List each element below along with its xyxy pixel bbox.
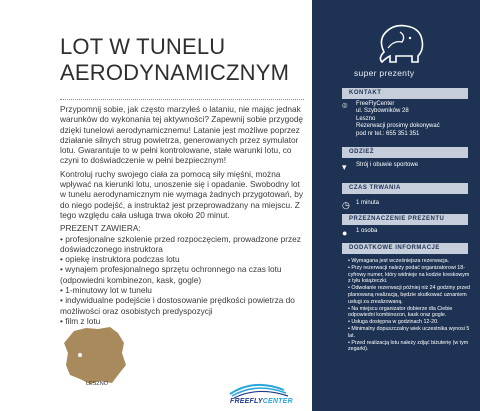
shirt-icon: ▾ xyxy=(342,162,347,172)
section-clothing-header: ODZIEŻ xyxy=(342,147,468,158)
description xyxy=(60,104,304,326)
included-item: • profesjonalne szkolenie przed rozpoczęciem, prowadzone przez doświadczonego instruktora xyxy=(60,234,304,255)
info-sidebar xyxy=(312,0,480,411)
section-duration-header: CZAS TRWANIA xyxy=(342,183,468,194)
elephant-logo-icon xyxy=(372,22,430,64)
title-line-2: AERODYNAMICZNYM xyxy=(60,60,290,85)
dotted-divider xyxy=(60,99,304,100)
info-item: • Odwołanie rezerwacji później niż 24 godziny przed planowaną realizacją, będzie skutkować uznaniem usługi za zrealizowaną. xyxy=(348,285,470,305)
info-item: • Na miejscu organizator dobierze dla Ciebie odpowiedni kombinezon, kask oraz gogle. xyxy=(348,305,453,319)
contact-line: Leszno xyxy=(356,115,376,122)
included-item: • film z lotu xyxy=(60,316,304,326)
included-item: • wynajem profesjonalnego sprzętu ochronnego na czas lotu (odpowiedni kombinezon, kask, gogle) xyxy=(60,264,304,285)
included-item: • opiekę instruktora podczas lotu xyxy=(60,254,304,264)
clock-icon: ◷ xyxy=(342,200,350,210)
location-pin-icon: ⌾ xyxy=(342,101,348,111)
info-item: • Minimalny dopuszczalny wiek uczestnika wynosi 5 lat. xyxy=(348,325,470,339)
info-item: • Przy rezerwacji należy podać organizatorowi 18-cyfrowy numer, który widnieje na kodzie kreskowym z tyłu książeczki. xyxy=(348,264,470,285)
duration-value: 1 minuta xyxy=(356,200,380,206)
poland-map-icon xyxy=(60,325,130,387)
title-line-1: LOT W TUNELU xyxy=(60,34,226,59)
info-item: • Wymagana jest wcześniejsza rezerwacja. xyxy=(348,258,450,264)
section-additional-header: DODATKOWE INFORMACJE xyxy=(342,243,468,254)
included-list xyxy=(60,234,304,327)
included-item: • 1-minutowy lot w tunelu xyxy=(60,285,304,295)
contact-line: Rezerwacji prosimy dokonywać xyxy=(356,123,440,130)
description-paragraph-2: Kontroluj ruchy swojego ciała za pomocą siły mięśni, można wpływać na kierunki lotu, unoszenie się i opadanie. Swobodny lot w tunelu aerodynamicznym nie wymaga żadnych przygotowań, by do niego podejść, a instruktaż jest przeprowadzany na miejscu. Z tego względu cała usługa trwa około 20 minut. xyxy=(60,168,304,220)
info-item: • Przed realizacją lotu należy zdjąć biżuterię (w tym zegarki). xyxy=(348,339,469,353)
map-location-label: LESZNO xyxy=(86,381,109,387)
contact-line: FreeFlyCenter xyxy=(356,101,395,107)
contact-line: pod nr tel.: 655 351 351 xyxy=(356,130,420,137)
clothing-value: Strój i obuwie sportowe xyxy=(356,162,419,168)
brand-name: super prezenty xyxy=(354,68,415,78)
included-item: • indywidualne podejście i dostosowanie prędkości powietrza do możliwości oraz osobistych predyspozycji xyxy=(60,295,304,316)
section-contact-header: KONTAKT xyxy=(342,88,468,99)
info-item: • Usługa dostępna w godzinach 12-20. xyxy=(348,319,439,326)
logo-wordmark: FREEFLYCENTER xyxy=(230,398,293,405)
section-purpose-header: PRZEZNACZENIE PREZENTU xyxy=(342,214,468,225)
included-heading: PREZENT ZAWIERA: xyxy=(60,223,141,234)
persons-value: 1 osoba xyxy=(356,228,378,234)
page-title xyxy=(60,34,300,86)
description-paragraph-1: Przypomnij sobie, jak często marzyłeś o lataniu, nie mając jednak warunków do wykonania tej aktywności? Zapewnij sobie przygodę dzięki tunelowi aerodynamicznemu! Latanie jest możliwe poprzez działanie silnych strug powietrza, generowanych przez symulator lotu. Gwarantuje to w pełni kontrolowane, stałe warunki lotu, co czyni to doświadczenie w pełni bezpiecznym! xyxy=(60,104,304,166)
additional-info-list xyxy=(348,258,472,353)
contact-line: ul. Szybowników 28 xyxy=(356,108,409,115)
person-icon: ● xyxy=(342,228,348,238)
